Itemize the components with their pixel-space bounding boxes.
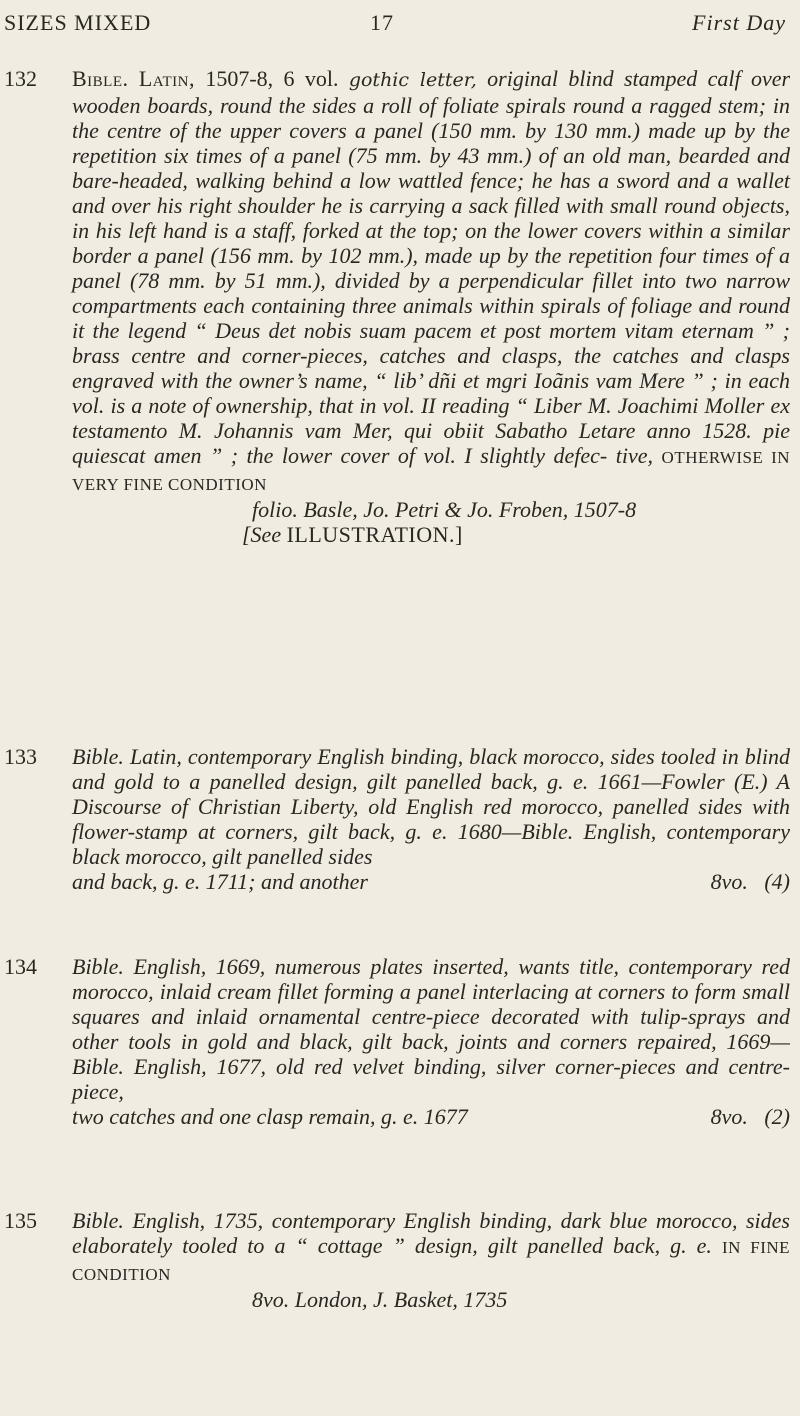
gothic-letter: gothic letter, bbox=[348, 69, 477, 91]
lot-count: (2) bbox=[764, 1104, 790, 1129]
lot-description bbox=[72, 66, 790, 547]
condition-note: OTHERWISE IN VERY FINE CONDITION bbox=[72, 448, 791, 494]
see-suffix: ] bbox=[455, 522, 463, 547]
lot-size: 8vo. bbox=[710, 869, 748, 894]
lot-number: 133 bbox=[4, 744, 37, 769]
lot-description bbox=[72, 954, 790, 1129]
lot-imprint: folio. Basle, Jo. Petri & Jo. Froben, 1507-8 bbox=[252, 497, 637, 522]
lot-text-last: two catches and one clasp remain, g. e. 1677 bbox=[72, 1104, 468, 1129]
lot-date: 1507-8, 6 vol. bbox=[205, 66, 339, 91]
condition-note: IN FINE CONDITION bbox=[72, 1238, 791, 1284]
page-number: 17 bbox=[370, 10, 394, 35]
lot-text-last: and back, g. e. 1711; and another bbox=[72, 869, 368, 894]
lot-count: (4) bbox=[764, 869, 790, 894]
lot-text: original blind stamped calf over wooden boards, round the sides a roll of foliate spirals round a ragged stem; in the centre of the upper covers a panel (150 mm. by 130 mm.) made up by the repetition six times of a panel (75 mm. by 43 mm.) of an old man, bearded and bare-headed, walking behind a low wattled fence; he has a sword and a wallet and over his right shoulder he is carrying a sack filled with small round objects, in his left hand is a staff, forked at the top; on the lower covers within a similar border a panel (156 mm. by 102 mm.), made up by the repetition four times of a panel (78 mm. by 51 mm.), divided by a perpendicular fillet into two narrow compartments each containing three animals within spirals of foliage and round it the legend “ Deus det nobis suam pacem et post mortem vitam eternam ” ; brass centre and corner-pieces, catches and clasps, the catches and clasps engraved with the owner’s name, “ lib’ dñi et mgri Ioãnis vam Mere ” ; in each vol. is a note of ownership, that in vol. II reading “ Liber M. Joachimi Moller ex testamento M. Johannis vam Mer, qui obiit Sabatho Letare anno 1528. pie quiescat amen ” ; the lower cover of vol. I slightly defec- bbox=[72, 66, 791, 468]
see-prefix: [See bbox=[242, 522, 282, 547]
lot-language: Latin, bbox=[138, 66, 195, 91]
lot-number: 134 bbox=[4, 954, 37, 979]
lot-imprint: 8vo. London, J. Basket, 1735 bbox=[252, 1287, 508, 1312]
header-left: SIZES MIXED bbox=[4, 10, 152, 35]
lot-size: 8vo. bbox=[710, 1104, 748, 1129]
page-header bbox=[0, 4, 800, 44]
see-illustration: ILLUSTRATION. bbox=[286, 522, 456, 547]
lot-description bbox=[72, 744, 790, 894]
lot-text: Bible. English, 1669, numerous plates inserted, wants title, contemporary red morocco, inlaid cream fillet forming a panel interlacing at corners to form small squares and inlaid ornamental centre-piece decorated with tulip-sprays and other tools in gold and black, gilt back, joints and corners repaired, 1669—Bible. English, 1677, old red velvet binding, silver corner-pieces and centre-piece, bbox=[72, 954, 790, 1104]
lot-title: Bible. bbox=[72, 66, 129, 91]
lot-number: 132 bbox=[4, 66, 37, 91]
lot-text: Bible. Latin, contemporary English binding, black morocco, sides tooled in blind and gold to a panelled design, gilt panelled back, g. e. 1661—Fowler (E.) A Discourse of Christian Liberty, old English red morocco, panelled sides with flower-stamp at corners, gilt back, g. e. 1680—Bible. English, contemporary black morocco, gilt panelled sides bbox=[72, 744, 790, 869]
lot-description bbox=[72, 1208, 790, 1312]
lot-number: 135 bbox=[4, 1208, 37, 1233]
header-right: First Day bbox=[692, 10, 786, 35]
lot-text: Bible. English, 1735, contemporary English binding, dark blue morocco, sides elaborately tooled to a “ cottage ” design, gilt panelled back, g. e. bbox=[72, 1208, 790, 1258]
lot-text-cont: tive, bbox=[615, 443, 654, 468]
